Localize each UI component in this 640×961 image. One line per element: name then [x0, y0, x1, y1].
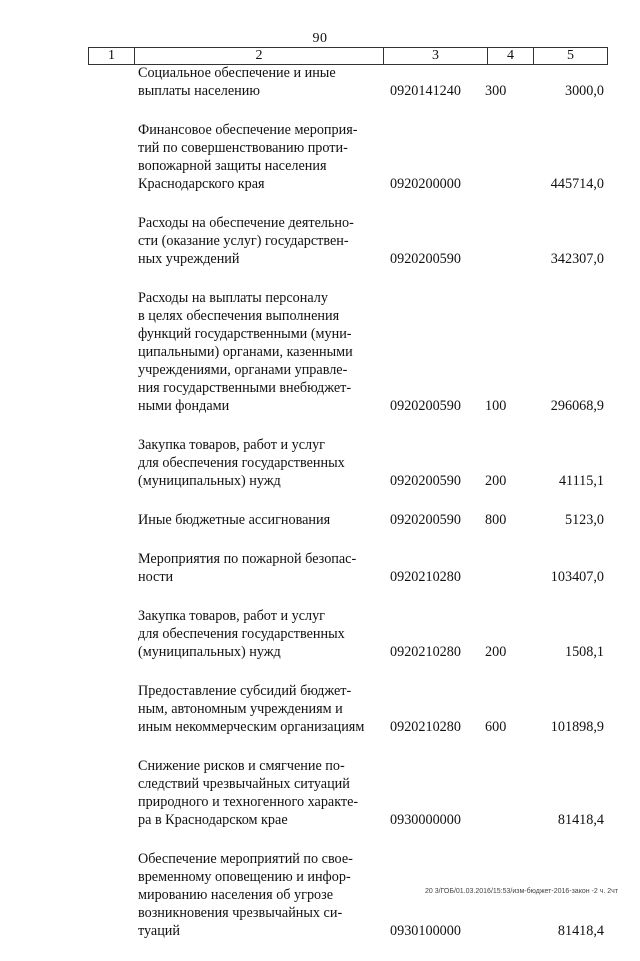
row-expense-type: 300	[485, 83, 507, 99]
document-footer: 20 3/ГОБ/01.03.2016/15:53/изм-бюджет-2016-закон -2 ч. 2чт	[424, 888, 618, 895]
row-code: 0920210280	[390, 569, 461, 585]
row-expense-type: 100	[485, 398, 507, 414]
row-code: 0920200590	[390, 398, 461, 414]
table-row	[138, 214, 606, 268]
row-expense-type: 200	[485, 644, 507, 660]
table-row	[138, 511, 606, 529]
row-amount: 41115,1	[558, 473, 604, 489]
header-col-4: 4	[488, 48, 534, 64]
row-amount: 296068,9	[550, 398, 604, 414]
row-name: Расходы на обеспечение деятельно- сти (оказание услуг) государствен- ных учреждений	[138, 215, 354, 267]
row-name: Предоставление субсидий бюджет- ным, автономным учреждениям и иным некоммерческим организациям	[138, 683, 365, 735]
row-name: Снижение рисков и смягчение по- следствий чрезвычайных ситуаций природного и техногенного характе- ра в Краснодарском крае	[138, 758, 359, 828]
row-code: 0930100000	[390, 923, 461, 939]
header-col-5: 5	[567, 48, 574, 63]
row-code: 0930000000	[390, 812, 461, 828]
row-amount: 81418,4	[557, 923, 604, 939]
row-code: 0920210280	[390, 644, 461, 660]
row-name: Закупка товаров, работ и услуг для обеспечения государственных (муниципальных) нужд	[138, 608, 345, 660]
header-col-2: 2	[135, 48, 384, 64]
table-row	[138, 682, 606, 736]
row-name: Закупка товаров, работ и услуг для обеспечения государственных (муниципальных) нужд	[138, 437, 345, 489]
row-name: Мероприятия по пожарной безопас- ности	[138, 551, 357, 585]
row-code: 0920200590	[390, 512, 461, 528]
row-code: 0920200590	[390, 473, 461, 489]
row-amount: 5123,0	[564, 512, 604, 528]
table-row	[138, 607, 606, 661]
table-row	[138, 121, 606, 193]
row-amount: 103407,0	[550, 569, 604, 585]
row-amount: 1508,1	[564, 644, 604, 660]
row-name: Расходы на выплаты персоналу в целях обеспечения выполнения функций государственными (муни- ципальными) органами, казенными учреждениями, органами управле- ния государственными внебюджет- ными фондами	[138, 290, 353, 414]
budget-table-body	[138, 64, 606, 961]
row-amount: 342307,0	[550, 251, 604, 267]
header-col-1: 1	[89, 48, 135, 64]
row-code: 0920200000	[390, 176, 461, 192]
row-amount: 81418,4	[557, 812, 604, 828]
table-row	[138, 64, 606, 100]
row-expense-type: 200	[485, 473, 507, 489]
table-row	[138, 436, 606, 490]
table-row	[138, 550, 606, 586]
table-row	[138, 757, 606, 829]
row-code: 0920210280	[390, 719, 461, 735]
row-code: 0920141240	[390, 83, 461, 99]
table-header	[88, 47, 608, 65]
row-amount: 445714,0	[550, 176, 604, 192]
row-expense-type: 600	[485, 719, 507, 735]
table-row	[138, 850, 606, 940]
row-name: Финансовое обеспечение мероприя- тий по совершенствованию проти- вопожарной защиты населения Краснодарского края	[138, 122, 358, 192]
row-code: 0920200590	[390, 251, 461, 267]
row-expense-type: 800	[485, 512, 507, 528]
row-amount: 101898,9	[550, 719, 604, 735]
table-row	[138, 289, 606, 415]
page-number: 90	[312, 31, 328, 46]
row-name: Иные бюджетные ассигнования	[138, 512, 331, 528]
row-name: Социальное обеспечение и иные выплаты населению	[138, 65, 336, 99]
row-amount: 3000,0	[564, 83, 604, 99]
header-col-3: 3	[384, 48, 488, 64]
row-name: Обеспечение мероприятий по свое- временному оповещению и инфор- мированию населения об угрозе возникновения чрезвычайных си- туаций	[138, 851, 353, 939]
